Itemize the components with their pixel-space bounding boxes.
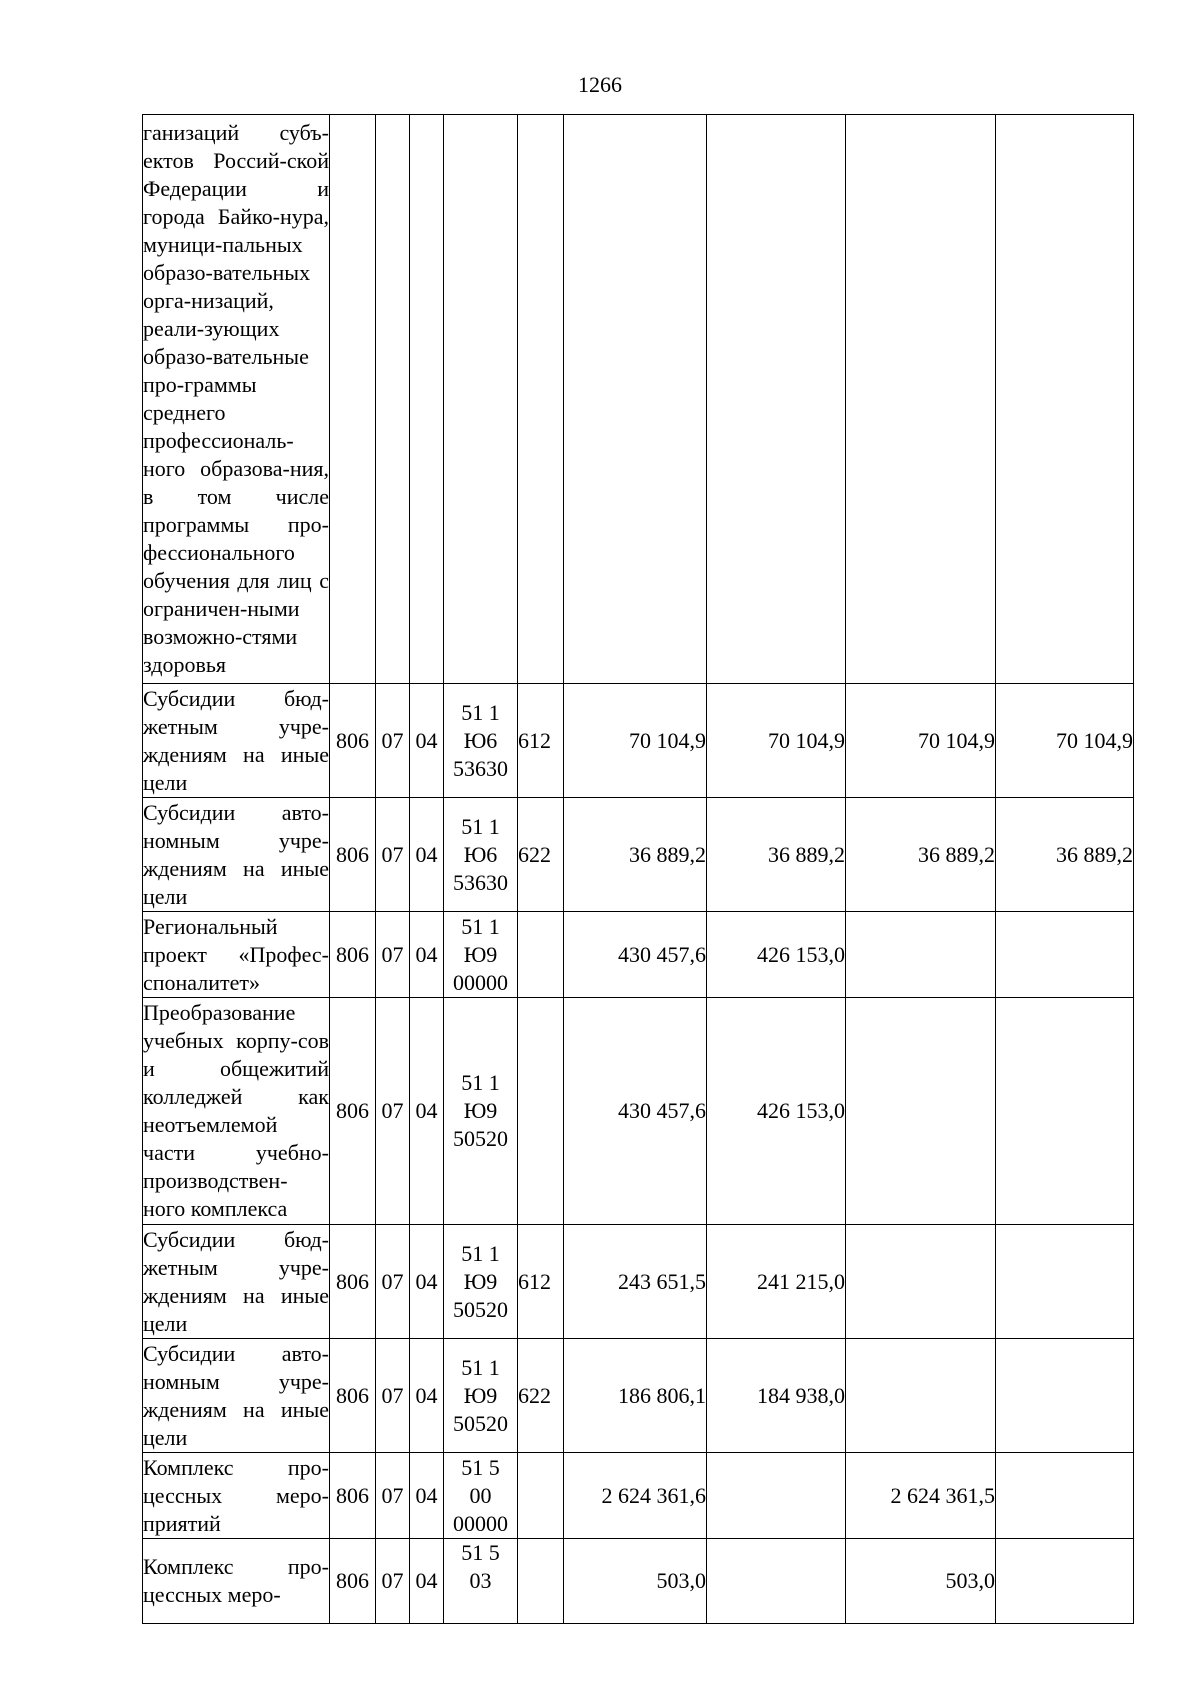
amount-3-cell	[846, 1339, 996, 1453]
csr-cell	[444, 684, 518, 798]
csr-part: Ю9	[463, 1098, 498, 1123]
csr-part: 50520	[453, 1410, 508, 1436]
table-row	[143, 115, 1134, 684]
ved-cell: 806	[330, 798, 376, 912]
table-row	[143, 1539, 1134, 1624]
amount-4-cell	[996, 115, 1134, 684]
pr-cell: 04	[410, 684, 444, 798]
ved-cell: 806	[330, 1339, 376, 1453]
csr-part: 51 1	[461, 1070, 500, 1095]
amount-2-cell	[707, 1539, 846, 1624]
vr-cell: 622	[518, 798, 564, 912]
amount-3-cell: 36 889,2	[846, 798, 996, 912]
row-name-cell: Комплекс про-цессных меро-	[143, 1539, 330, 1624]
vr-cell	[518, 998, 564, 1225]
pr-cell: 04	[410, 1539, 444, 1624]
vr-cell: 612	[518, 684, 564, 798]
csr-part: 51 1	[461, 813, 500, 839]
csr-part: 51 1	[461, 1354, 500, 1380]
csr-part: 51 5	[461, 1540, 500, 1565]
page-number: 1266	[578, 72, 622, 97]
csr-part: 53630	[453, 869, 508, 895]
csr-part: 51 1	[461, 913, 500, 939]
csr-part: 50520	[453, 1296, 508, 1322]
rz-cell: 07	[376, 684, 410, 798]
amount-1-cell: 36 889,2	[564, 798, 707, 912]
table-row	[143, 684, 1134, 798]
amount-1-cell: 430 457,6	[564, 912, 707, 998]
amount-2-cell: 426 153,0	[707, 998, 846, 1225]
amount-4-cell: 36 889,2	[996, 798, 1134, 912]
amount-4-cell	[996, 1339, 1134, 1453]
pr-cell: 04	[410, 1453, 444, 1539]
vr-cell	[518, 1539, 564, 1624]
csr-part: 03	[469, 1568, 492, 1593]
amount-3-cell	[846, 912, 996, 998]
amount-3-cell: 2 624 361,5	[846, 1453, 996, 1539]
csr-part	[444, 385, 517, 413]
row-name-cell: Региональный проект «Профес-споналитет»	[143, 912, 330, 998]
csr-part: Ю9	[463, 1382, 498, 1408]
amount-2-cell	[707, 1453, 846, 1539]
row-name-cell: Субсидии авто-номным учре-ждениям на иные цели	[143, 1339, 330, 1453]
amount-1-cell: 243 651,5	[564, 1225, 707, 1339]
csr-part	[444, 1595, 517, 1623]
csr-part: Ю6	[463, 841, 498, 867]
amount-2-cell: 426 153,0	[707, 912, 846, 998]
row-name-cell: Преобразование учебных корпу-сов и общежитий колледжей как неотъемлемой части учебно-производствен-ного комплекса	[143, 998, 330, 1225]
pr-cell: 04	[410, 1225, 444, 1339]
table-row	[143, 1453, 1134, 1539]
ved-cell: 806	[330, 684, 376, 798]
csr-cell	[444, 1225, 518, 1339]
ved-cell: 806	[330, 1225, 376, 1339]
vr-cell: 612	[518, 1225, 564, 1339]
csr-part: 51 5	[461, 1454, 500, 1480]
csr-part: 51 1	[461, 699, 500, 725]
amount-3-cell	[846, 115, 996, 684]
rz-cell: 07	[376, 798, 410, 912]
csr-cell	[444, 798, 518, 912]
rz-cell: 07	[376, 912, 410, 998]
rz-cell: 07	[376, 1339, 410, 1453]
pr-cell: 04	[410, 912, 444, 998]
amount-3-cell: 503,0	[846, 1539, 996, 1624]
csr-part: Ю9	[463, 941, 498, 967]
vr-cell	[518, 1453, 564, 1539]
ved-cell: 806	[330, 998, 376, 1225]
amount-4-cell	[996, 1539, 1134, 1624]
amount-2-cell: 70 104,9	[707, 684, 846, 798]
amount-2-cell	[707, 115, 846, 684]
csr-part: 00	[469, 1482, 492, 1508]
row-name-cell: Комплекс про-цессных меро-приятий	[143, 1453, 330, 1539]
csr-part: Ю9	[463, 1268, 498, 1294]
amount-1-cell: 186 806,1	[564, 1339, 707, 1453]
pr-cell: 04	[410, 998, 444, 1225]
csr-part: 00000	[453, 969, 508, 995]
csr-cell	[444, 115, 518, 684]
amount-1-cell: 70 104,9	[564, 684, 707, 798]
amount-1-cell: 2 624 361,6	[564, 1453, 707, 1539]
vr-cell	[518, 115, 564, 684]
amount-2-cell: 184 938,0	[707, 1339, 846, 1453]
amount-3-cell: 70 104,9	[846, 684, 996, 798]
table-row	[143, 998, 1134, 1225]
amount-3-cell	[846, 998, 996, 1225]
pr-cell: 04	[410, 798, 444, 912]
rz-cell: 07	[376, 1225, 410, 1339]
row-name-cell: Субсидии бюд-жетным учре-ждениям на иные цели	[143, 684, 330, 798]
amount-1-cell: 503,0	[564, 1539, 707, 1624]
ved-cell: 806	[330, 912, 376, 998]
csr-part: 50520	[453, 1126, 508, 1151]
table-row	[143, 912, 1134, 998]
amount-4-cell	[996, 1453, 1134, 1539]
amount-4-cell	[996, 912, 1134, 998]
csr-cell	[444, 1453, 518, 1539]
row-name-cell: Субсидии бюд-жетным учре-ждениям на иные цели	[143, 1225, 330, 1339]
vr-cell	[518, 912, 564, 998]
csr-cell	[444, 912, 518, 998]
amount-2-cell: 36 889,2	[707, 798, 846, 912]
ved-cell: 806	[330, 1539, 376, 1624]
vr-cell: 622	[518, 1339, 564, 1453]
row-name-cell: Субсидии авто-номным учре-ждениям на иные цели	[143, 798, 330, 912]
csr-part: Ю6	[463, 727, 498, 753]
csr-cell	[444, 998, 518, 1225]
amount-4-cell	[996, 998, 1134, 1225]
csr-part	[444, 413, 517, 441]
table-row	[143, 1339, 1134, 1453]
budget-table	[142, 114, 1134, 1624]
table-body	[143, 115, 1134, 1624]
ved-cell	[330, 115, 376, 684]
row-name-cell: ганизаций субъ-ектов Россий-ской Федерации и города Байко-нура, муници-пальных образо-вательных орга-низаций, реали-зующих образо-вательные про-граммы среднего профессиональ-ного образова-ния, в том числе программы про-фессионального обучения для лиц с ограничен-ными возможно-стями здоровья	[143, 115, 330, 684]
csr-part: 53630	[453, 755, 508, 781]
table-row	[143, 798, 1134, 912]
csr-cell	[444, 1539, 518, 1624]
amount-2-cell: 241 215,0	[707, 1225, 846, 1339]
csr-cell	[444, 1339, 518, 1453]
rz-cell: 07	[376, 1539, 410, 1624]
csr-part: 51 1	[461, 1240, 500, 1266]
pr-cell: 04	[410, 1339, 444, 1453]
amount-1-cell	[564, 115, 707, 684]
amount-3-cell	[846, 1225, 996, 1339]
csr-part	[444, 357, 517, 385]
amount-4-cell	[996, 1225, 1134, 1339]
pr-cell	[410, 115, 444, 684]
table-row	[143, 1225, 1134, 1339]
amount-4-cell: 70 104,9	[996, 684, 1134, 798]
amount-1-cell: 430 457,6	[564, 998, 707, 1225]
rz-cell: 07	[376, 998, 410, 1225]
rz-cell: 07	[376, 1453, 410, 1539]
ved-cell: 806	[330, 1453, 376, 1539]
csr-part: 00000	[453, 1510, 508, 1536]
rz-cell	[376, 115, 410, 684]
